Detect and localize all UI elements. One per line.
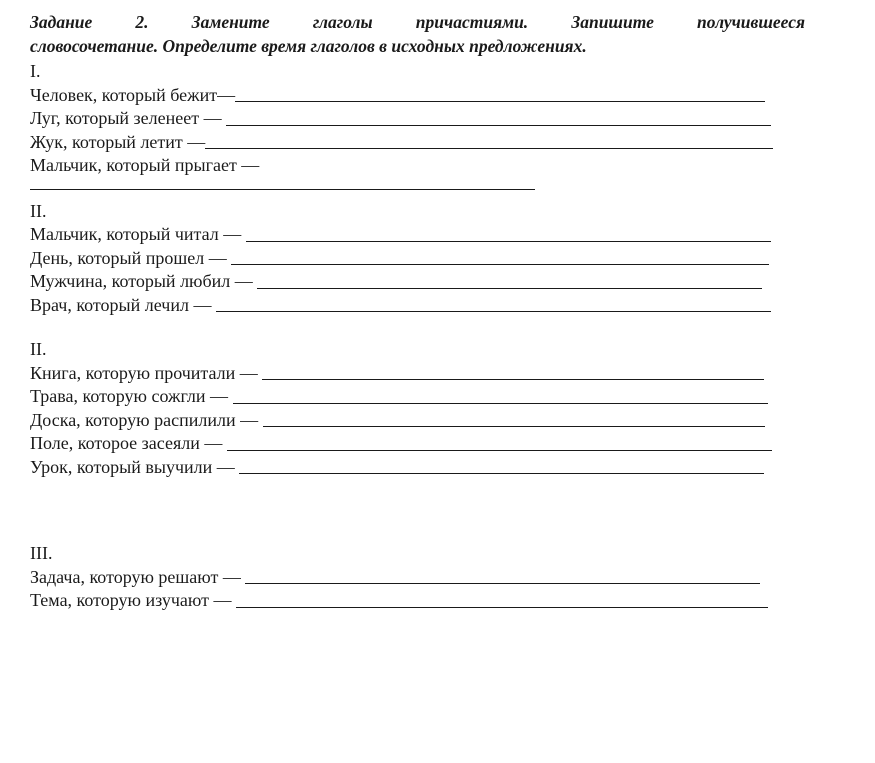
exercise-row [30,431,805,455]
exercise-label: Жук, который летит — [30,131,206,152]
answer-line[interactable] [239,473,764,474]
exercise-label: Врач, который лечил — [30,294,216,315]
section-4 [30,542,805,612]
exercise-label: Книга, которую прочитали — [30,362,263,383]
exercise-label: Задача, которую решают — [30,566,246,587]
answer-line[interactable] [231,264,769,265]
exercise-row [30,361,805,385]
answer-line[interactable] [257,288,762,289]
exercise-row [30,246,805,270]
answer-line[interactable] [235,101,765,102]
answer-line[interactable] [245,583,760,584]
section-heading: II. [30,200,47,221]
answer-line[interactable] [236,607,768,608]
exercise-label: День, который прошел — [30,247,232,268]
answer-line[interactable] [216,311,771,312]
task-line-1: Задание 2. Замените глаголы причастиями. Запишите получившееся [30,12,805,32]
exercise-row [30,408,805,432]
section-heading: III. [30,543,53,563]
answer-line[interactable] [205,148,773,149]
exercise-row [30,83,805,107]
exercise-label: Урок, который выучили — [30,456,240,477]
section-heading: I. [30,61,41,81]
answer-line[interactable] [226,125,771,126]
exercise-row [30,565,805,589]
answer-line[interactable] [262,379,764,380]
answer-line[interactable] [263,426,765,427]
exercise-label: Тема, которую изучают — [30,590,236,610]
exercise-row [30,153,805,177]
exercise-row [30,269,805,293]
worksheet [30,10,805,612]
exercise-label: Доска, которую распилили — [30,409,263,430]
exercise-label: Мальчик, который читал — [30,224,246,244]
answer-line[interactable] [227,450,772,451]
section-heading: II. [30,339,47,359]
task-instructions [30,10,805,58]
answer-line[interactable] [246,241,771,242]
exercise-label: Мальчик, который прыгает — [30,155,260,175]
exercise-label: Луг, который зеленеет — [30,108,227,128]
exercise-row [30,106,805,130]
exercise-label: Мужчина, который любил — [30,271,258,291]
section-3 [30,338,805,478]
answer-line[interactable] [30,189,535,190]
exercise-label: Трава, которую сожгли — [30,386,233,406]
section-1 [30,60,805,190]
task-line-2: словосочетание. Определите время глаголов в исходных предложениях. [30,36,587,56]
exercise-label: Поле, которое засеяли — [30,433,227,453]
exercise-row [30,384,805,408]
exercise-row [30,130,805,154]
section-2 [30,200,805,317]
answer-line[interactable] [233,403,768,404]
exercise-row [30,588,805,612]
exercise-label: Человек, который бежит— [30,84,236,105]
exercise-row [30,222,805,246]
exercise-row [30,293,805,317]
exercise-row [30,455,805,479]
